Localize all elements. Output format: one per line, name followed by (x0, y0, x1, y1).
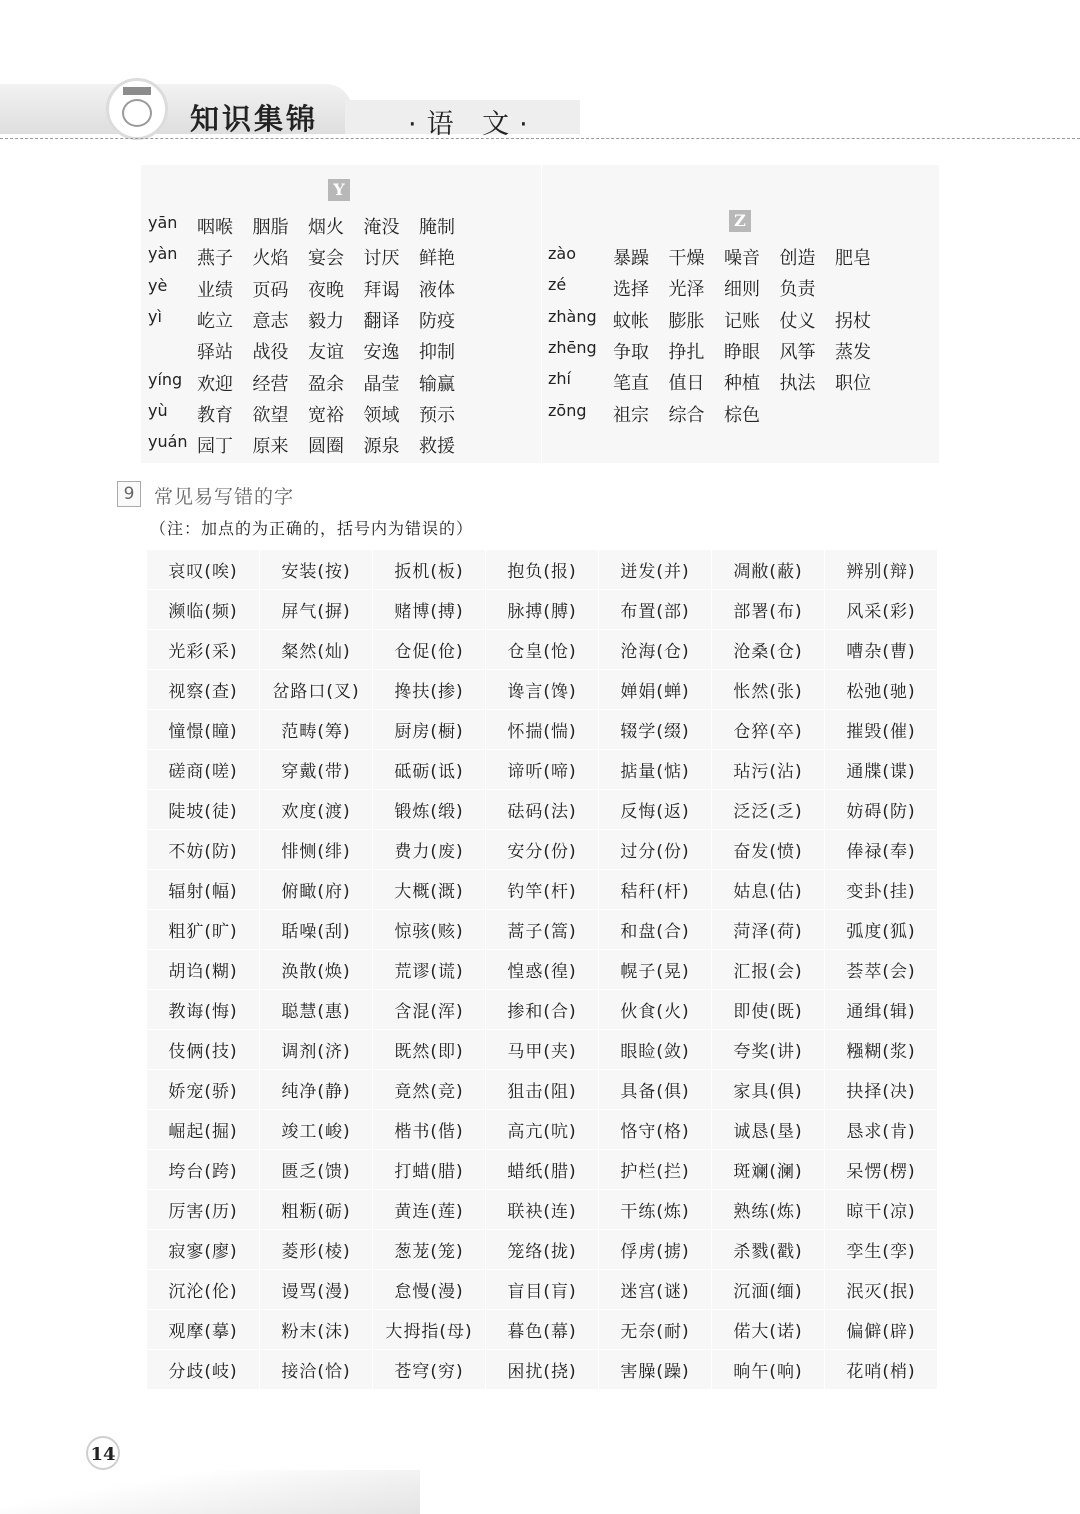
table-cell: 具备(俱) (599, 1070, 712, 1110)
vocab-pinyin: yàn (148, 244, 178, 264)
table-cell: 粗犷(旷) (147, 910, 260, 950)
table-cell: 玷污(沾) (712, 750, 825, 790)
footer-shade (0, 1470, 420, 1514)
mascot-face-icon (122, 99, 152, 127)
vocab-word: 综合 (668, 404, 705, 426)
table-cell: 婵娟(蝉) (599, 670, 712, 710)
vocab-word: 输赢 (419, 373, 455, 395)
table-cell: 弧度(狐) (825, 910, 938, 950)
vocab-pinyin: zōng (548, 400, 587, 420)
table-cell: 盲目(肓) (486, 1270, 599, 1310)
table-cell: 谛听(啼) (486, 750, 599, 790)
table-cell: 娇宠(骄) (147, 1070, 260, 1110)
vocab-pinyin: yì (148, 306, 162, 326)
letter-badge-z: Z (729, 210, 751, 232)
table-cell: 扳机(板) (373, 550, 486, 590)
table-cell: 沉湎(缅) (712, 1270, 825, 1310)
table-cell: 熟练(炼) (712, 1190, 825, 1230)
table-cell: 无奈(耐) (599, 1310, 712, 1350)
vocab-row (141, 307, 939, 337)
table-cell: 风采(彩) (825, 590, 938, 630)
table-cell: 憧憬(瞳) (147, 710, 260, 750)
vocab-word: 驿站 (197, 342, 233, 364)
table-cell: 胡诌(糊) (147, 950, 260, 990)
table-cell: 护栏(拦) (599, 1150, 712, 1190)
table-row (147, 1190, 938, 1230)
table-cell: 锻炼(缎) (373, 790, 486, 830)
table-cell: 杀戮(戳) (712, 1230, 825, 1270)
table-cell: 即使(既) (712, 990, 825, 1030)
vocab-word: 讨厌 (363, 248, 400, 270)
table-cell: 恪守(格) (599, 1110, 712, 1150)
vocab-word: 欲望 (252, 404, 289, 426)
vocab-word: 淹没 (363, 217, 400, 238)
vocab-word: 盈余 (308, 373, 344, 395)
table-cell: 聪慧(惠) (260, 990, 373, 1030)
table-cell: 糨糊(浆) (825, 1030, 938, 1070)
vocab-word: 翻译 (363, 310, 400, 332)
typo-table (146, 549, 938, 1390)
vocab-pinyin: zhàng (548, 306, 597, 326)
vocab-word: 执法 (779, 373, 816, 395)
table-cell: 砥砺(诋) (373, 750, 486, 790)
table-cell: 黄连(莲) (373, 1190, 486, 1230)
table-cell: 粲然(灿) (260, 630, 373, 670)
table-row (147, 790, 938, 830)
vocab-word: 睁眼 (724, 341, 760, 363)
table-row (147, 830, 938, 870)
table-cell: 摧毁(催) (825, 710, 938, 750)
table-cell: 观摩(摹) (147, 1310, 260, 1350)
header-subject: ·语 文· (408, 109, 538, 140)
table-row (147, 1230, 938, 1270)
table-cell: 偌大(诺) (712, 1310, 825, 1350)
vocab-row (141, 213, 939, 243)
vocab-word: 细则 (724, 279, 760, 301)
table-row (147, 550, 938, 590)
table-cell: 钓竿(杆) (486, 870, 599, 910)
table-row (147, 910, 938, 950)
vocab-word: 拜谒 (363, 279, 400, 301)
table-cell: 泯灭(抿) (825, 1270, 938, 1310)
table-cell: 苍穹(穷) (373, 1350, 486, 1390)
table-cell: 调剂(济) (260, 1030, 373, 1070)
table-cell: 安装(按) (260, 550, 373, 590)
vocab-word: 挣扎 (668, 341, 705, 363)
table-cell: 迷宫(谜) (599, 1270, 712, 1310)
table-cell: 怀揣(惴) (486, 710, 599, 750)
table-row (147, 1030, 938, 1070)
vocab-row (141, 401, 939, 431)
table-cell: 和盘(合) (599, 910, 712, 950)
table-cell: 菱形(棱) (260, 1230, 373, 1270)
table-cell: 诚恳(垦) (712, 1110, 825, 1150)
table-cell: 困扰(挠) (486, 1350, 599, 1390)
table-cell: 变卦(挂) (825, 870, 938, 910)
table-cell: 纯净(静) (260, 1070, 373, 1110)
table-cell: 菏泽(荷) (712, 910, 825, 950)
table-cell: 泛泛(乏) (712, 790, 825, 830)
table-cell: 斑斓(澜) (712, 1150, 825, 1190)
vocab-word: 欢迎 (197, 373, 233, 395)
vocab-pinyin: yù (148, 400, 168, 420)
table-cell: 俘虏(掳) (599, 1230, 712, 1270)
table-cell: 聒噪(刮) (260, 910, 373, 950)
vocab-word: 晶莹 (363, 373, 400, 395)
table-row (147, 630, 938, 670)
table-cell: 厉害(历) (147, 1190, 260, 1230)
vocab-word: 火焰 (252, 248, 289, 270)
vocab-word: 抑制 (419, 342, 455, 364)
table-cell: 濒临(频) (147, 590, 260, 630)
table-row (147, 1270, 938, 1310)
table-cell: 过分(份) (599, 830, 712, 870)
table-cell: 笼络(拢) (486, 1230, 599, 1270)
table-cell: 抉择(决) (825, 1070, 938, 1110)
vocab-word: 原来 (252, 436, 289, 458)
table-cell: 打蜡(腊) (373, 1150, 486, 1190)
vocab-word: 仗义 (779, 310, 816, 332)
table-cell: 范畴(筹) (260, 710, 373, 750)
vocab-row (141, 338, 939, 368)
header-title: 知识集锦 (190, 102, 319, 136)
table-cell: 夸奖(讲) (712, 1030, 825, 1070)
table-cell: 视察(查) (147, 670, 260, 710)
vocab-word: 笔直 (613, 373, 649, 395)
table-cell: 砝码(法) (486, 790, 599, 830)
vocab-word: 燕子 (197, 248, 233, 270)
vocab-word: 救援 (419, 436, 455, 458)
table-cell: 欢度(渡) (260, 790, 373, 830)
vocab-word: 页码 (252, 279, 289, 301)
table-cell: 俸禄(奉) (825, 830, 938, 870)
vocab-pinyin: yuán (148, 432, 188, 452)
vocab-word: 圆圈 (308, 436, 344, 458)
page-number: 14 (86, 1436, 120, 1470)
vocab-word: 负责 (779, 279, 816, 301)
vocab-pinyin: zào (548, 244, 576, 263)
table-cell: 大拇指(母) (373, 1310, 486, 1350)
table-cell: 干练(炼) (599, 1190, 712, 1230)
table-cell: 马甲(夹) (486, 1030, 599, 1070)
vocab-word: 选择 (613, 279, 649, 301)
table-cell: 磋商(嗟) (147, 750, 260, 790)
vocab-word: 风筝 (779, 341, 816, 363)
vocab-pinyin: yān (148, 213, 178, 232)
table-row (147, 870, 938, 910)
letter-badge-y: Y (328, 179, 350, 201)
vocab-word: 胭脂 (252, 217, 289, 238)
vocab-word: 噪音 (724, 248, 760, 269)
table-cell: 凋敝(蔽) (712, 550, 825, 590)
table-row (147, 1110, 938, 1150)
table-cell: 寂寥(廖) (147, 1230, 260, 1270)
vocab-word: 意志 (252, 310, 289, 332)
table-cell: 谩骂(漫) (260, 1270, 373, 1310)
table-cell: 荒谬(谎) (373, 950, 486, 990)
table-cell: 涣散(焕) (260, 950, 373, 990)
table-cell: 害臊(躁) (599, 1350, 712, 1390)
table-cell: 岔路口(叉) (260, 670, 373, 710)
table-cell: 姑息(估) (712, 870, 825, 910)
table-cell: 蜡纸(腊) (486, 1150, 599, 1190)
vocab-word: 创造 (779, 248, 816, 269)
table-cell: 伙食(火) (599, 990, 712, 1030)
vocab-word: 业绩 (197, 279, 233, 301)
vocab-word: 领域 (363, 404, 400, 426)
graduation-cap-icon (123, 87, 151, 95)
vocab-row (141, 432, 939, 462)
table-cell: 抱负(报) (486, 550, 599, 590)
table-cell: 崛起(掘) (147, 1110, 260, 1150)
table-cell: 沉沦(伦) (147, 1270, 260, 1310)
table-cell: 惶惑(徨) (486, 950, 599, 990)
table-cell: 暮色(幕) (486, 1310, 599, 1350)
table-cell: 联袂(连) (486, 1190, 599, 1230)
vocab-word: 膨胀 (668, 310, 705, 332)
table-cell: 通牒(谍) (825, 750, 938, 790)
table-cell: 松弛(驰) (825, 670, 938, 710)
vocab-word: 经营 (252, 373, 289, 395)
vocab-word: 屹立 (197, 310, 233, 332)
vocab-word: 宽裕 (308, 404, 344, 426)
table-cell: 不妨(防) (147, 830, 260, 870)
table-cell: 粉末(沫) (260, 1310, 373, 1350)
vocab-word: 防疫 (419, 310, 455, 332)
table-cell: 厨房(橱) (373, 710, 486, 750)
vocab-word: 拐杖 (835, 310, 871, 332)
vocab-box (141, 165, 939, 463)
table-cell: 蒿子(篙) (486, 910, 599, 950)
vocab-word: 干燥 (668, 248, 705, 269)
vocab-pinyin: yè (148, 275, 168, 295)
table-cell: 葱茏(笼) (373, 1230, 486, 1270)
vocab-word: 棕色 (724, 404, 760, 426)
table-cell: 匮乏(馈) (260, 1150, 373, 1190)
vocab-word: 预示 (419, 404, 455, 426)
table-cell: 花哨(梢) (825, 1350, 938, 1390)
table-cell: 俯瞰(府) (260, 870, 373, 910)
table-row (147, 990, 938, 1030)
table-cell: 脉搏(膊) (486, 590, 599, 630)
table-cell: 高亢(吭) (486, 1110, 599, 1150)
vocab-pinyin: zhēng (548, 337, 597, 357)
table-cell: 晌午(响) (712, 1350, 825, 1390)
vocab-pinyin: zé (548, 275, 567, 295)
table-cell: 荟萃(会) (825, 950, 938, 990)
table-row (147, 590, 938, 630)
vocab-word: 种植 (724, 373, 760, 395)
header-divider (0, 138, 1080, 139)
table-cell: 辐射(幅) (147, 870, 260, 910)
vocab-word: 值日 (668, 373, 705, 395)
table-row (147, 1150, 938, 1190)
table-cell: 竟然(竞) (373, 1070, 486, 1110)
vocab-row (141, 275, 939, 305)
table-cell: 穿戴(带) (260, 750, 373, 790)
section-number: 9 (117, 481, 141, 507)
table-row (147, 950, 938, 990)
table-cell: 惊骇(赅) (373, 910, 486, 950)
table-cell: 含混(浑) (373, 990, 486, 1030)
table-cell: 眼睑(敛) (599, 1030, 712, 1070)
table-cell: 呆愣(楞) (825, 1150, 938, 1190)
vocab-word: 蚊帐 (613, 310, 649, 332)
table-cell: 陡坡(徒) (147, 790, 260, 830)
vocab-word: 安逸 (363, 342, 400, 364)
table-cell: 汇报(会) (712, 950, 825, 990)
table-cell: 辨别(辩) (825, 550, 938, 590)
table-cell: 孪生(孪) (825, 1230, 938, 1270)
vocab-word: 祖宗 (613, 404, 649, 426)
table-cell: 仓促(伧) (373, 630, 486, 670)
table-row (147, 1070, 938, 1110)
table-cell: 仓皇(怆) (486, 630, 599, 670)
table-cell: 怠慢(漫) (373, 1270, 486, 1310)
vocab-word: 腌制 (419, 217, 455, 238)
vocab-word: 烟火 (308, 217, 344, 238)
vocab-word: 源泉 (363, 436, 400, 458)
table-cell: 教诲(悔) (147, 990, 260, 1030)
table-cell: 迸发(并) (599, 550, 712, 590)
vocab-pinyin: yíng (148, 369, 183, 389)
vocab-word: 争取 (613, 341, 649, 363)
vocab-word: 暴躁 (613, 248, 649, 269)
table-cell: 竣工(峻) (260, 1110, 373, 1150)
vocab-word: 教育 (197, 404, 233, 426)
table-cell: 嘈杂(曹) (825, 630, 938, 670)
table-cell: 掺和(合) (486, 990, 599, 1030)
vocab-word: 光泽 (668, 279, 705, 301)
table-cell: 安分(份) (486, 830, 599, 870)
table-cell: 部署(布) (712, 590, 825, 630)
vocab-row (141, 369, 939, 399)
table-cell: 狙击(阻) (486, 1070, 599, 1110)
vocab-word: 园丁 (197, 436, 233, 458)
vocab-word: 友谊 (308, 342, 344, 364)
table-cell: 接洽(恰) (260, 1350, 373, 1390)
table-cell: 布置(部) (599, 590, 712, 630)
table-row (147, 1310, 938, 1350)
table-cell: 垮台(跨) (147, 1150, 260, 1190)
vocab-pinyin: zhí (548, 369, 571, 389)
table-cell: 伎俩(技) (147, 1030, 260, 1070)
vocab-word: 毅力 (308, 310, 344, 332)
table-cell: 辍学(缀) (599, 710, 712, 750)
table-cell: 楷书(偕) (373, 1110, 486, 1150)
table-cell: 屏气(摒) (260, 590, 373, 630)
vocab-word: 液体 (419, 279, 455, 301)
table-row (147, 670, 938, 710)
table-cell: 搀扶(掺) (373, 670, 486, 710)
table-cell: 粗粝(砺) (260, 1190, 373, 1230)
table-cell: 沧海(仓) (599, 630, 712, 670)
table-cell: 沧桑(仓) (712, 630, 825, 670)
table-cell: 奋发(愤) (712, 830, 825, 870)
table-cell: 悱恻(绯) (260, 830, 373, 870)
vocab-word: 记账 (724, 310, 760, 332)
vocab-word: 职位 (835, 373, 871, 395)
vocab-word: 肥皂 (835, 248, 871, 269)
table-cell: 恳求(肯) (825, 1110, 938, 1150)
table-cell: 通缉(辑) (825, 990, 938, 1030)
table-row (147, 1350, 938, 1390)
vocab-word: 蒸发 (835, 341, 871, 363)
table-cell: 谗言(馋) (486, 670, 599, 710)
vocab-word: 宴会 (308, 248, 344, 270)
table-cell: 赌博(搏) (373, 590, 486, 630)
table-cell: 怅然(张) (712, 670, 825, 710)
table-cell: 晾干(凉) (825, 1190, 938, 1230)
table-cell: 费力(废) (373, 830, 486, 870)
table-row (147, 750, 938, 790)
section-note: （注：加点的为正确的，括号内为错误的） (150, 519, 474, 538)
table-cell: 家具(俱) (712, 1070, 825, 1110)
mascot-logo-icon (106, 78, 168, 140)
vocab-word: 咽喉 (197, 217, 233, 238)
table-cell: 光彩(采) (147, 630, 260, 670)
vocab-word: 鲜艳 (419, 248, 455, 270)
table-cell: 大概(溉) (373, 870, 486, 910)
table-cell: 妨碍(防) (825, 790, 938, 830)
vocab-word: 夜晚 (308, 279, 344, 301)
table-cell: 秸秆(杆) (599, 870, 712, 910)
table-cell: 幌子(晃) (599, 950, 712, 990)
table-cell: 分歧(岐) (147, 1350, 260, 1390)
vocab-word: 战役 (252, 342, 289, 364)
section-title: 常见易写错的字 (154, 486, 295, 508)
table-cell: 偏僻(辟) (825, 1310, 938, 1350)
vocab-row (141, 244, 939, 274)
table-cell: 掂量(惦) (599, 750, 712, 790)
table-cell: 仓猝(卒) (712, 710, 825, 750)
table-cell: 既然(即) (373, 1030, 486, 1070)
table-row (147, 710, 938, 750)
table-cell: 反悔(返) (599, 790, 712, 830)
table-cell: 哀叹(唉) (147, 550, 260, 590)
